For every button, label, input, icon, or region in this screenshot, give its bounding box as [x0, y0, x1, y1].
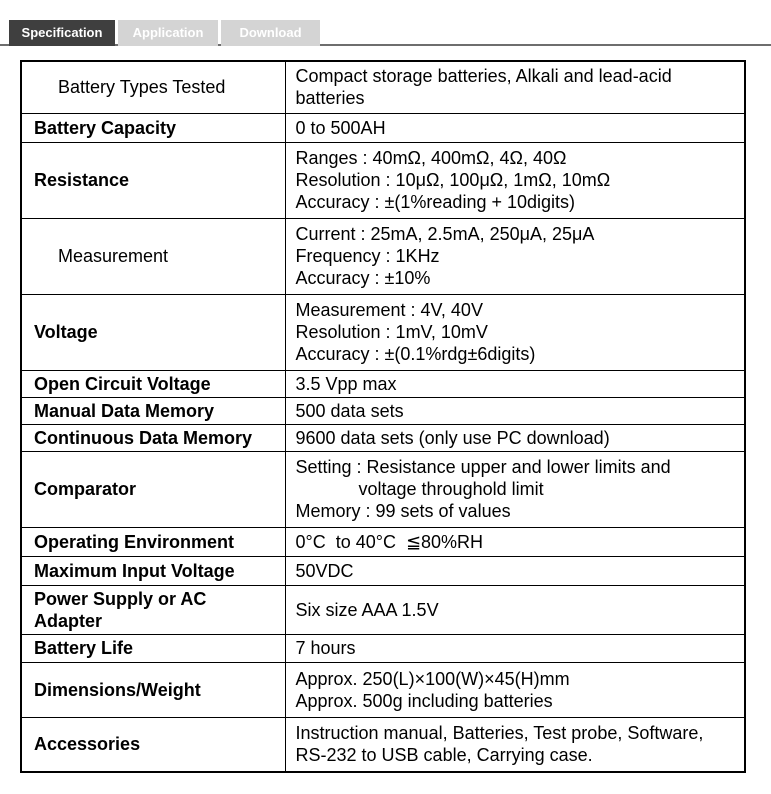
specification-table [20, 60, 746, 773]
value-line: Accuracy : ±10% [295, 268, 431, 288]
value-line: voltage throughold limit [358, 479, 544, 499]
value-line: 50VDC [295, 560, 354, 581]
row-label: Manual Data Memory [21, 397, 285, 424]
row-value [285, 142, 745, 218]
value-line: Approx. 250(L)×100(W)×45(H)mm [295, 668, 570, 689]
row-value [285, 451, 745, 527]
table-row [21, 634, 745, 662]
row-value [285, 527, 745, 556]
table-row [21, 113, 745, 142]
value-line: Measurement : 4V, 40V [295, 300, 483, 320]
value-line: 0 to 500AH [295, 117, 386, 138]
row-label: Maximum Input Voltage [21, 556, 285, 585]
value-line: Resolution : 1mV, 10mV [295, 322, 488, 342]
row-value [285, 218, 745, 294]
value-line: Accuracy : ±(0.1%rdg±6digits) [295, 344, 536, 364]
value-line: 7 hours [295, 638, 356, 658]
tab-specification[interactable]: Specification [9, 20, 115, 46]
table-row [21, 451, 745, 527]
row-label: Accessories [21, 717, 285, 772]
tab-bar [0, 0, 771, 46]
table-row [21, 218, 745, 294]
row-label: Battery Types Tested [21, 61, 285, 113]
table-row [21, 662, 745, 717]
table-row [21, 717, 745, 772]
row-value [285, 61, 745, 113]
row-label: Measurement [21, 218, 285, 294]
row-label: Resistance [21, 142, 285, 218]
row-value [285, 634, 745, 662]
tab-application[interactable]: Application [118, 20, 218, 46]
row-value [285, 370, 745, 397]
value-line: Frequency : 1KHz [295, 246, 440, 266]
tab-download[interactable]: Download [221, 20, 320, 46]
row-label: Continuous Data Memory [21, 424, 285, 451]
table-row [21, 527, 745, 556]
row-value [285, 113, 745, 142]
value-line: Approx. 500g including batteries [295, 690, 553, 711]
value-line: Compact storage batteries, Alkali and lead-acid batteries [295, 66, 672, 109]
table-row [21, 424, 745, 451]
value-line: Current : 25mA, 2.5mA, 250μA, 25μA [295, 224, 595, 244]
value-line: Ranges : 40mΩ, 400mΩ, 4Ω, 40Ω [295, 148, 567, 168]
row-label: Operating Environment [21, 527, 285, 556]
row-value [285, 662, 745, 717]
value-line: 0°C to 40°C ≦80%RH [295, 531, 484, 552]
table-row [21, 370, 745, 397]
value-line: 9600 data sets (only use PC download) [295, 427, 610, 448]
table-row [21, 585, 745, 634]
row-label: Open Circuit Voltage [21, 370, 285, 397]
value-line: Resolution : 10μΩ, 100μΩ, 1mΩ, 10mΩ [295, 170, 611, 190]
value-line: 3.5 Vpp max [295, 373, 397, 394]
value-line: Setting : Resistance upper and lower limits and [295, 457, 671, 477]
row-value [285, 556, 745, 585]
row-label: Battery Capacity [21, 113, 285, 142]
row-label: Voltage [21, 294, 285, 370]
row-value [285, 294, 745, 370]
row-value [285, 424, 745, 451]
row-label: Battery Life [21, 634, 285, 662]
row-label: Power Supply or AC Adapter [21, 585, 285, 634]
table-row [21, 556, 745, 585]
row-value [285, 585, 745, 634]
value-line: 500 data sets [295, 400, 404, 421]
value-line: Instruction manual, Batteries, Test probe, Software, RS-232 to USB cable, Carrying case. [295, 723, 704, 766]
table-row [21, 142, 745, 218]
table-row [21, 397, 745, 424]
row-label: Dimensions/Weight [21, 662, 285, 717]
row-value [285, 397, 745, 424]
table-row [21, 294, 745, 370]
value-line: Accuracy : ±(1%reading + 10digits) [295, 192, 576, 212]
value-line: Six size AAA 1.5V [295, 599, 439, 620]
table-row [21, 61, 745, 113]
value-line: Memory : 99 sets of values [295, 501, 511, 521]
row-label: Comparator [21, 451, 285, 527]
row-value [285, 717, 745, 772]
